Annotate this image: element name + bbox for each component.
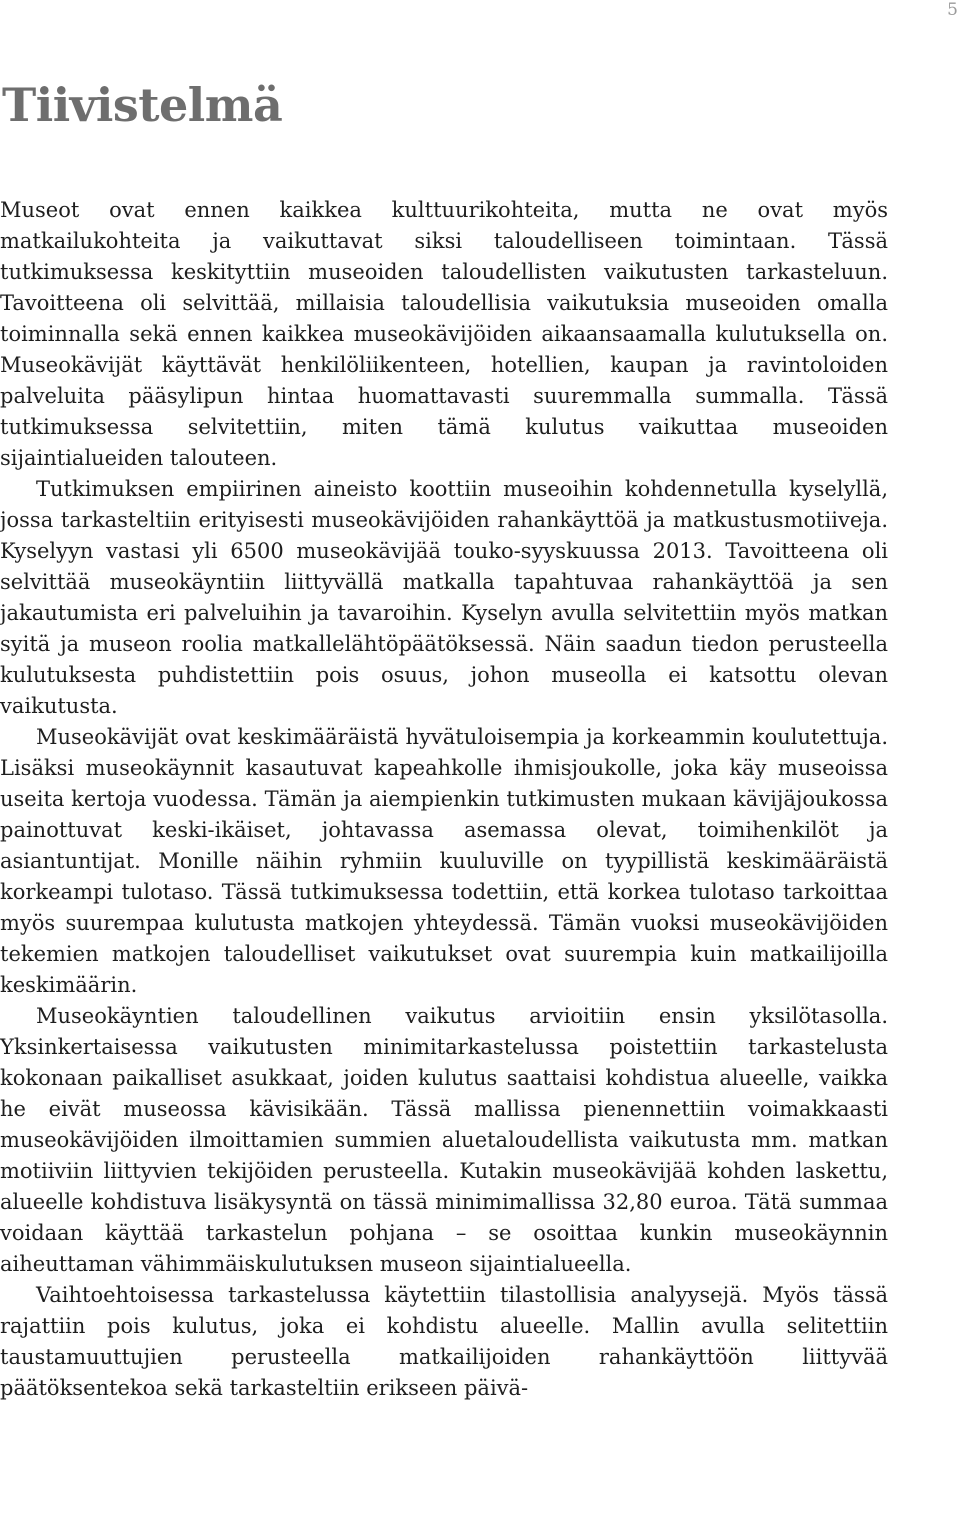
paragraph-3: Museokävijät ovat keskimääräistä hyvätuloisempia ja korkeammin koulutettuja. Lisäksi museokäynnit kasautuvat kapeahkolle ihmisjoukolle, joka käy museoissa useita kertoja vuodessa. Tämän ja aiempienkin tutkimusten mukaan kävijäjoukossa painottuvat keski-ikäiset, johtavassa asemassa olevat, toimihenkilöt ja asiantuntijat. Monille näihin ryhmiin kuuluville on tyypillistä keskimääräistä korkeampi tulotaso. Tässä tutkimuksessa todettiin, että korkea tulotaso tarkoittaa myös suurempaa kulutusta matkojen yhteydessä. Tämän vuoksi museokävijöiden tekemien matkojen taloudelliset vaikutukset ovat suurempia kuin matkailijoilla keskimäärin. xyxy=(0,725,888,997)
page-number: 5 xyxy=(947,0,958,20)
paragraph-5: Vaihtoehtoisessa tarkastelussa käytettiin tilastollisia analyysejä. Myös tässä rajattiin pois kulutus, joka ei kohdistu alueelle. Mallin avulla selitettiin taustamuuttujien perusteella matkailijoiden rahankäyttöön liittyvää päätöksentekoa sekä tarkasteltiin erikseen päivä- xyxy=(0,1283,888,1400)
paragraph-4: Museokäyntien taloudellinen vaikutus arvioitiin ensin yksilötasolla. Yksinkertaisessa vaikutusten minimitarkastelussa poistettiin tarkastelusta kokonaan paikalliset asukkaat, joiden kulutus saattaisi kohdistua alueelle, vaikka he eivät museossa kävisikään. Tässä mallissa pienennettiin voimakkaasti museokävijöiden ilmoittamien summien aluetaloudellista vaikutusta mm. matkan motiiviin liittyvien tekijöiden perusteella. Kutakin museokävijää kohden laskettu, alueelle kohdistuva lisäkysyntä on tässä minimimallissa 32,80 euroa. Tätä summaa voidaan käyttää tarkastelun pohjana – se osoittaa kunkin museokäynnin aiheuttaman vähimmäiskulutuksen museon sijaintialueella. xyxy=(0,1004,888,1276)
paragraph-1: Museot ovat ennen kaikkea kulttuurikohteita, mutta ne ovat myös matkailukohteita ja vaikuttavat siksi taloudelliseen toimintaan. Tässä tutkimuksessa keskityttiin museoiden taloudellisten vaikutusten tarkasteluun. Tavoitteena oli selvittää, millaisia taloudellisia vaikutuksia museoiden omalla toiminnalla sekä ennen kaikkea museokävijöiden aikaansaamalla kulutuksella on. Museokävijät käyttävät henkilöliikenteen, hotellien, kaupan ja ravintoloiden palveluita pääsylipun hintaa huomattavasti suuremmalla summalla. Tässä tutkimuksessa selvitettiin, miten tämä kulutus vaikuttaa museoiden sijaintialueiden talouteen. xyxy=(0,198,888,470)
paragraph-2: Tutkimuksen empiirinen aineisto koottiin museoihin kohdennetulla kyselyllä, jossa tarkasteltiin erityisesti museokävijöiden rahankäyttöä ja matkustusmotiiveja. Kyselyyn vastasi yli 6500 museokävijää touko-syyskuussa 2013. Tavoitteena oli selvittää museokäyntiin liittyvällä matkalla tapahtuvaa rahankäyttöä ja sen jakautumista eri palveluihin ja tavaroihin. Kyselyn avulla selvitettiin myös matkan syitä ja museon roolia matkallelähtöpäätöksessä. Näin saadun tiedon perusteella kulutuksesta puhdistettiin pois osuus, johon museolla ei katsottu olevan vaikutusta. xyxy=(0,477,888,718)
page-title: Tiivistelmä xyxy=(2,78,283,132)
abstract-body xyxy=(0,195,888,1404)
